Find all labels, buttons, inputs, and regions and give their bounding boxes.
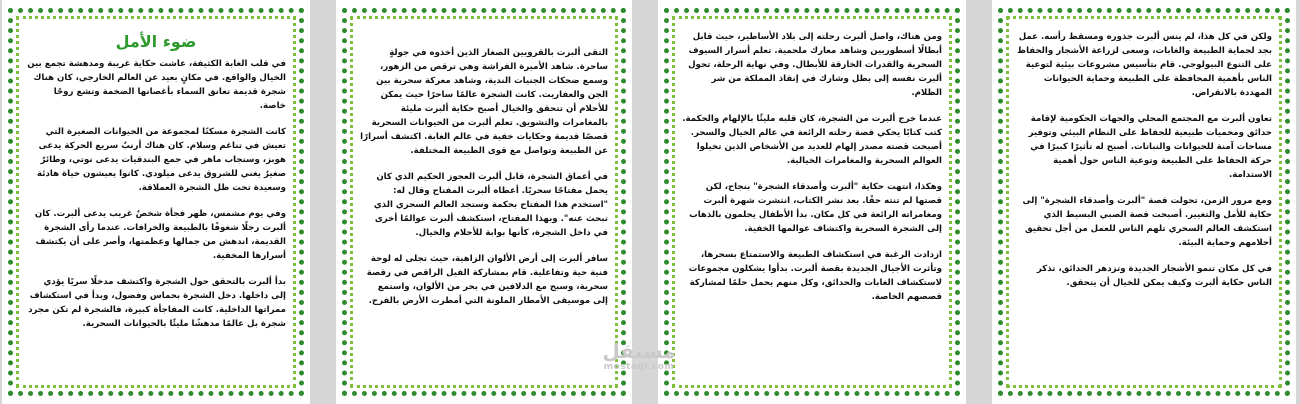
paragraph: وهكذا، انتهت حكاية "ألبرت وأصدقاء الشجرة" بنجاح، لكن قصتها لم تنته حقًا. بعد نشر الكتاب، انتشرت شهرة ألبرت ومغامراته الرائعة في كل مكان. بدأ الأطفال يحلمون بالذهاب إلى الشجرة السحرية واكتشاف عوالمها الخفية. <box>689 182 942 234</box>
page-content <box>682 30 942 384</box>
document-page-3 <box>658 2 966 402</box>
page-gap <box>966 0 992 404</box>
paragraph: كانت الشجرة مسكنًا لمجموعة من الحيوانات الصغيرة التي تعيش في تناغم وسلام. كان هناك أرنبٌ سريع الحركة يدعى هوبز، وسنجاب ماهر في جمع البندقيات يدعى نوتي، وطائرٌ صغيرٌ يغني للشروق يدعى ميلودي. كانوا يعيشون حياة هادئة وسعيدة تحت ظل الشجرة العملاقة. <box>37 127 286 193</box>
page-gap <box>310 0 336 404</box>
paragraph: ولكن في كل هذا، لم ينس ألبرت جذوره ومسقط رأسه. عمل بجد لحماية الطبيعة والغابات، وسعى لزراعة الأشجار والحفاظ على التنوع البيولوجي. قام بتأسيس مشروعات بيئية لتوعية الناس بأهمية المحافظة على الطبيعة وحماية الحيوانات المهددة بالانقراض. <box>1017 32 1272 98</box>
story-title: ضوء الأمل <box>115 32 197 51</box>
paragraph: في أعماق الشجرة، قابل ألبرت العجوز الحكيم الذي كان يحمل مفتاحًا سحريًا. أعطاه ألبرت المفتاح وقال له: "استخدم هذا المفتاح بحكمة وستجد العالم السحري الذي تبحث عنه". وبهذا المفتاح، استكشف ألبرت عوالمًا أخرى في داخل الشجرة، كأنها بوابة للأحلام والخيال. <box>373 172 608 238</box>
paragraph: سافر ألبرت إلى أرض الألوان الزاهية، حيث تجلى له لوحة فنية حية وتفاعلية. قام بمشاركة الفيل الراقص في رقصة سحرية، وسبح مع الدلافين في بحر من الألوان، واستمع إلى موسيقى الأمطار الملونة التي أمطرت الأرض بالفرح. <box>366 254 608 306</box>
paragraph: في كل مكان تنمو الأشجار الجديدة وتزدهر الحدائق، تذكر الناس حكاية ألبرت وكيف يمكن للخيال أن يتحقق. <box>1036 264 1272 288</box>
watermark-logo <box>594 340 684 372</box>
paragraph: بدأ ألبرت بالتحقق حول الشجرة واكتشف مدخلًا سريًا يؤدي إلى داخلها. دخل الشجرة بحماس وفضول، وبدأ في استكشاف ممراتها الداخلية. كانت المفاجأة كبيرة، فالشجرة لم تكن مجرد شجرة بل عالمًا مدهشًا مليئًا بالحيوانات السحرية. <box>28 277 286 329</box>
paragraph: التقى ألبرت بالقرويين الصغار الذين أخذوه في جولةٍ ساحرة. شاهد الأميرة الفراشة وهي ترقص من الزهور، وسمع ضحكات الجنيات الندية، وشاهد معركة سحرية بين الجن والعفاريت. كانت الشجرة عالمًا ساحرًا حيث يمكن للأحلام أن تتحقق والخيال أصبح حكاية ألبرت مليئة بالمغامرات والتشويق. تعلم ألبرت من الحيوانات السحرية قصصًا قديمة وحكايات خفية في عالم الغابة. اكتشف أسرارًا عن الطبيعة وتواصل مع قوى الطبيعة المختلفة. <box>360 48 608 156</box>
page-content <box>1016 30 1272 384</box>
page-content <box>360 46 608 384</box>
paragraph: تعاون ألبرت مع المجتمع المحلي والجهات الحكومية لإقامة حدائق ومحميات طبيعية للحفاظ على النظام البيئي وتوفير مساحات آمنة للحيوانات والنباتات. أصبح له تأثيرًا كبيرًا في حركة الحفاظ على الطبيعة وتوعية الناس حول أهمية الاستدامة. <box>1028 114 1272 180</box>
document-page-1 <box>2 2 310 402</box>
watermark-text: مستقل <box>602 339 676 363</box>
document-page-2 <box>336 2 632 402</box>
page-content <box>26 26 286 384</box>
paragraph: وفي يوم مشمس، ظهر فجأة شخصٌ غريب يدعى ألبرت. كان ألبرت رجلًا شغوفًا بالطبيعة والخرافات. عندما رأى الشجرة القديمة، اندهش من جمالها وعظمتها، وأصر على أن يكتشف أسرارها المخفية. <box>34 209 286 261</box>
document-page-4 <box>992 2 1296 402</box>
watermark-url: mostaql.com <box>603 362 675 372</box>
paragraph: في قلب الغابة الكثيفة، عاشت حكاية غريبة ومدهشة تجمع بين الخيال والواقع. في مكانٍ بعيد عن العالم الخارجي، كان هناك شجرة قديمة تعانق السماء بأغصانها الضخمة وتشع روحًا خاصة. <box>27 59 286 111</box>
paragraph: عندما خرج ألبرت من الشجرة، كان قلبه مليئًا بالإلهام والحكمة. كتب كتابًا يحكي قصة رحلته الرائعة في عالم الخيال والسحر. أصبحت قصته مصدر إلهام للعديد من الأشخاص الذين تخيلوا العوالم السحرية والمغامرات الخيالية. <box>682 114 942 166</box>
paragraph: ازدادت الرغبة في استكشاف الطبيعة والاستمتاع بسحرها، وتأثرت الأجيال الجديدة بقصة ألبرت. بدأوا يشكلون مجموعات لاستكشاف الغابات والحدائق، وكل منهم يحمل حلمًا لمشاركة قصصهم الخاصة. <box>688 250 942 302</box>
paragraph: ومن هناك، واصل ألبرت رحلته إلى بلاد الأساطير، حيث قابل أبطالًا أسطوريين وشاهد معارك ملحمية. تعلم أسرار السيوف السحرية والقدرات الخارقة للأبطال. وفي نهاية الرحلة، تحول ألبرت نفسه إلى بطل وشارك في إنقاذ المملكة من شر الظلام. <box>688 32 942 98</box>
page-gap <box>1296 0 1300 404</box>
paragraph: ومع مرور الزمن، تحولت قصة "ألبرت وأصدقاء الشجرة" إلى حكاية للأمل والتغيير. أصبحت قصة الصبي البسيط الذي استكشف العالم السحري تلهم الناس للعمل من أجل تحقيق أحلامهم وحماية البيئة. <box>1022 196 1272 248</box>
